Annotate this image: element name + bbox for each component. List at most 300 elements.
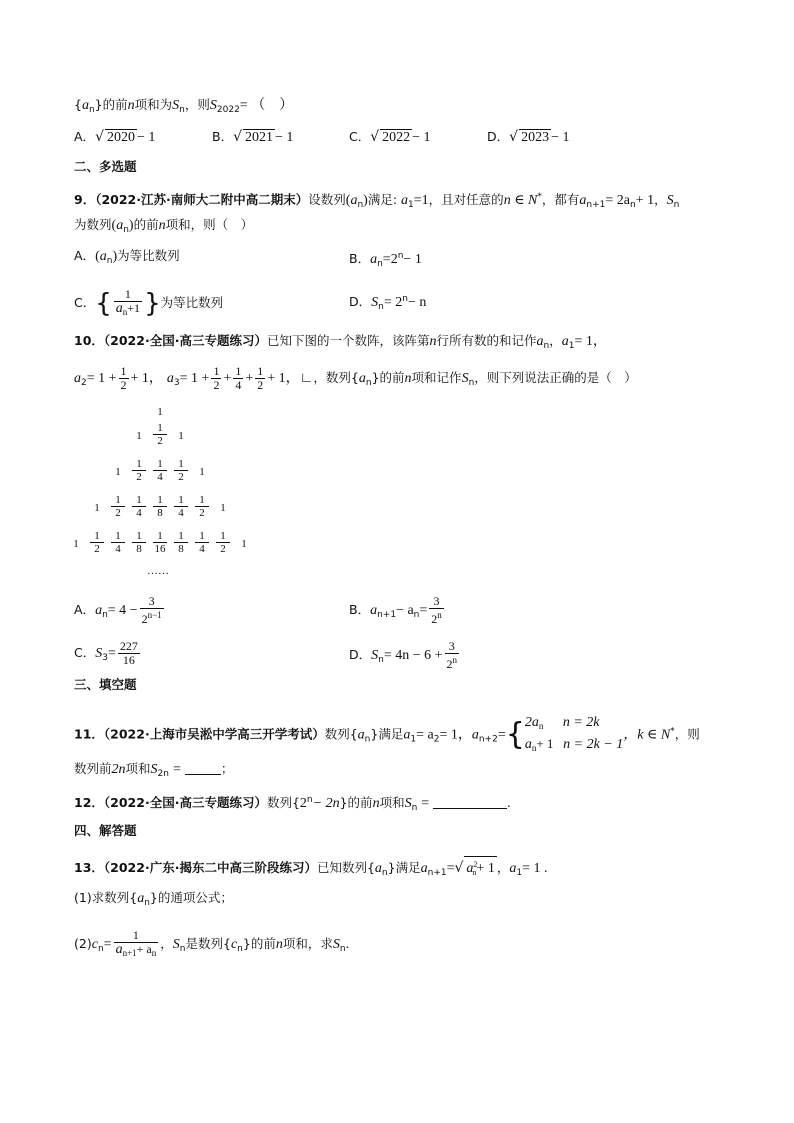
math-sub: n <box>88 105 95 115</box>
right-brace: } <box>149 890 158 905</box>
math-var: a <box>561 334 569 349</box>
sqrt-icon: √ <box>454 860 464 876</box>
math-sub: n <box>411 803 418 813</box>
left-paren: ( <box>111 218 117 233</box>
math-var: a <box>509 861 517 876</box>
triangle-fraction: 1 2 <box>174 458 188 483</box>
denominator: 2 <box>213 378 220 392</box>
math-text: = <box>107 646 116 661</box>
sqrt-icon: √ <box>509 129 519 145</box>
right-brace: } <box>242 936 251 951</box>
fraction <box>140 595 164 626</box>
math-sup: n <box>402 294 408 304</box>
triangle-fraction: 1 4 <box>195 530 209 555</box>
math-sub: n <box>179 105 185 115</box>
math-var: a <box>471 727 479 743</box>
radicand: 2020 <box>106 130 135 145</box>
denominator: 4 <box>235 378 242 392</box>
numerator: 1 <box>120 364 127 378</box>
math-sub: n <box>377 259 383 269</box>
math-var: n <box>127 98 135 113</box>
math-sub: n <box>102 610 108 620</box>
math-var: a <box>420 861 428 876</box>
denominator: 16 <box>118 653 140 667</box>
question-source: （2022·上海市吴淞中学高三开学考试） <box>103 726 325 742</box>
answer-blank[interactable] <box>185 762 221 775</box>
math-var: c <box>230 937 238 952</box>
math-var: a <box>370 603 378 618</box>
sqrt-icon: √ <box>95 129 104 145</box>
triangle-one: 1 <box>157 406 163 418</box>
triangle-fraction: 1 4 <box>153 458 167 483</box>
fraction <box>119 365 129 392</box>
fraction <box>255 365 265 392</box>
option-label: D． <box>349 294 372 309</box>
math-text: + 1 <box>476 861 495 876</box>
question-number: 10． <box>74 333 104 348</box>
math-sup: n−1 <box>147 610 162 620</box>
left-brace: { <box>366 860 375 875</box>
left-brace: { <box>129 890 138 905</box>
math-var: a <box>81 98 89 113</box>
math-var: a <box>374 861 382 876</box>
option-label: D． <box>349 647 372 662</box>
right-brace: } <box>371 370 380 385</box>
piecewise-cases: $2a_n$ n = 2k $a_n+ 1$ n = 2k − 1 <box>524 715 624 753</box>
option-label: B． <box>212 129 234 144</box>
math-var: S <box>461 371 469 386</box>
left-brace: { <box>95 288 112 319</box>
math-var: a <box>579 193 587 208</box>
math-text: = <box>103 937 112 952</box>
radicand: $a^2_n+ 1$ <box>464 856 496 880</box>
math-var: n <box>429 334 437 349</box>
text: 行所有数的和记作 <box>436 333 537 348</box>
math-text: = 4 − <box>107 603 138 618</box>
denominator: $a_n+1$ <box>115 301 141 317</box>
numerator: 227 <box>119 639 138 653</box>
text: 的前 <box>133 217 159 232</box>
math-text: − 1 <box>275 130 294 145</box>
math-var: a <box>95 603 103 618</box>
option-text: 为等比数列 <box>160 295 224 310</box>
math-sup: * <box>670 726 675 737</box>
math-text: +1 <box>127 301 141 315</box>
triangle-fraction: 1 2 <box>111 494 125 519</box>
math-sub: n <box>468 378 475 388</box>
text: = （ ） <box>239 98 294 113</box>
math-text: = 1， <box>439 727 472 743</box>
math-sub: n <box>364 734 371 745</box>
math-sub: 1 <box>568 341 575 351</box>
text: 项和 <box>379 795 405 810</box>
math-text: 2 <box>431 612 438 626</box>
denominator: 2 <box>257 378 264 392</box>
triangle-one: 1 <box>178 430 184 442</box>
math-var: S <box>209 98 217 113</box>
math-text: = <box>172 762 181 777</box>
plus-sign: + <box>223 371 232 386</box>
math-text: = a <box>416 727 434 743</box>
denominator: $a_{n+1}+ a_n$ <box>115 942 157 958</box>
math-text: 2 <box>141 612 148 626</box>
q9-option-b[interactable] <box>349 248 422 272</box>
math-var: a <box>74 371 81 386</box>
triangle-one: 1 <box>199 466 205 478</box>
math-var: a <box>358 371 366 386</box>
radicand: 2021 <box>245 130 273 145</box>
math-var: S <box>332 937 340 952</box>
case-value: 2a <box>524 715 539 730</box>
option-label: C． <box>349 129 371 144</box>
plus-sign: + <box>245 371 254 386</box>
math-sub: 1 <box>408 200 414 210</box>
q10-option-a[interactable] <box>74 595 166 626</box>
math-var: n ∈ N <box>503 193 538 208</box>
math-text: + 1 <box>536 736 554 751</box>
right-brace: } <box>339 795 348 810</box>
math-text: = 1， <box>574 334 607 349</box>
fraction <box>445 640 460 671</box>
math-sub: n <box>365 378 372 388</box>
triangle-fraction: 1 2 <box>195 494 209 519</box>
math-var: a <box>350 193 358 208</box>
part-label: (1) <box>74 890 92 905</box>
math-sub: 2 <box>81 378 87 388</box>
text: ，数列 <box>313 370 351 385</box>
case-condition: n = 2k <box>562 715 600 730</box>
section-heading-free-response: 四、解答题 <box>74 823 137 838</box>
math-sub: n <box>144 898 150 908</box>
math-var: n <box>372 796 380 811</box>
math-text: 2 <box>299 796 307 811</box>
q9-option-a[interactable] <box>74 248 180 269</box>
text: ，则 <box>674 726 700 742</box>
q11-stem-line1 <box>74 713 700 757</box>
fraction <box>118 640 140 667</box>
left-brace: { <box>74 97 82 112</box>
math-text: = 1 + <box>179 371 210 386</box>
math-var: a <box>466 861 474 876</box>
question-source: （2022·全国·高三专题练习） <box>103 795 267 810</box>
math-var: S <box>371 295 379 310</box>
math-sub: 1 <box>410 734 417 745</box>
triangle-one: 1 <box>220 502 226 514</box>
math-sub: n <box>413 610 420 620</box>
q9-option-d[interactable] <box>349 291 426 315</box>
math-sub: n <box>378 302 384 312</box>
math-sub: n <box>381 868 388 878</box>
q8-option-b[interactable] <box>212 129 293 146</box>
question-source: （2022·全国·高三专题练习） <box>103 333 267 348</box>
math-sub: n <box>97 944 104 954</box>
text: 数列前 <box>74 761 112 776</box>
fraction <box>233 365 243 392</box>
text: 数列 <box>266 795 292 810</box>
math-sub: 2 <box>433 734 440 745</box>
left-brace: { <box>350 370 359 385</box>
right-paren: ) <box>363 193 368 208</box>
radicand: 2023 <box>521 130 550 145</box>
question-number: 11． <box>74 726 104 742</box>
math-text: + a <box>136 942 152 956</box>
math-sub: n <box>123 225 129 235</box>
q10-stem-line1 <box>74 333 607 354</box>
denominator: 2$^n$ <box>446 655 458 671</box>
q9-stem-line1 <box>74 189 679 213</box>
numerator: 1 <box>124 287 131 301</box>
text: ， <box>160 936 173 951</box>
q10-option-d[interactable] <box>349 640 461 671</box>
fraction <box>429 595 444 626</box>
math-var: n <box>275 937 283 952</box>
question-number: 13． <box>74 860 104 875</box>
text: 的前 <box>250 936 276 951</box>
fraction <box>114 929 159 960</box>
math-sub: n+1 <box>427 868 447 878</box>
math-text: − 1 <box>412 130 431 145</box>
math-var: a <box>115 942 123 957</box>
text: ，则下列说法正确的是（ ） <box>474 370 637 385</box>
triangle-dots: …… <box>147 565 169 577</box>
math-sub: n+1 <box>586 200 606 210</box>
math-sub: n <box>357 200 364 210</box>
math-var: a <box>116 218 124 233</box>
math-text: = 4n − 6 + <box>383 648 443 663</box>
right-brace: } <box>144 288 161 319</box>
triangle-fraction: 1 2 <box>90 530 104 555</box>
ellipsis-glyph: ∟ <box>299 371 314 386</box>
question-source: （2022·江苏·南师大二附中高二期末） <box>95 192 309 207</box>
math-sub: 2022 <box>216 105 240 115</box>
math-sub: n <box>179 944 186 954</box>
triangle-one: 1 <box>73 538 79 550</box>
right-brace: } <box>370 726 379 742</box>
math-var: S <box>150 762 158 777</box>
numerator: 3 <box>433 594 440 608</box>
triangle-fraction: 1 4 <box>132 494 146 519</box>
math-var: a <box>166 371 174 386</box>
case-value: a <box>524 737 532 752</box>
right-paren: ) <box>128 218 134 233</box>
text: 设数列 <box>308 192 346 207</box>
numerator: 1 <box>213 364 220 378</box>
question-number: 9． <box>74 192 96 207</box>
triangle-one: 1 <box>241 538 247 550</box>
text: 满足 <box>395 860 421 875</box>
text: 求数列 <box>91 890 130 905</box>
q9-option-c[interactable] <box>74 288 223 319</box>
denominator: 2 <box>120 378 127 392</box>
piecewise-brace: { <box>505 717 525 752</box>
triangle-fraction: 1 4 <box>111 530 125 555</box>
text: ； <box>220 761 234 776</box>
triangle-fraction: 1 8 <box>153 494 167 519</box>
math-text: = 2a <box>605 193 630 208</box>
q13-part1 <box>74 890 233 911</box>
right-brace: } <box>94 97 103 112</box>
option-label: B． <box>349 251 371 266</box>
q10-option-b[interactable] <box>349 595 446 626</box>
numerator: 3 <box>148 594 155 608</box>
left-paren: ( <box>345 193 351 208</box>
sqrt-icon: √ <box>370 129 380 145</box>
radicand: 2022 <box>382 130 411 145</box>
math-var: − 2n <box>312 796 340 811</box>
math-var: n <box>404 371 412 386</box>
right-paren: ) <box>112 249 118 264</box>
math-text: − n <box>407 295 427 310</box>
text: 为数列 <box>74 217 112 232</box>
math-text: = <box>497 727 506 743</box>
math-sub: n <box>106 256 113 266</box>
q8-option-d[interactable] <box>487 129 569 146</box>
math-var: S <box>371 648 379 663</box>
denominator: 2$^n$ <box>431 610 442 626</box>
math-text: = <box>446 861 455 876</box>
numerator: 1 <box>235 364 242 378</box>
text: 是数列 <box>185 936 223 951</box>
math-var: c <box>91 937 98 952</box>
math-text: − 1 <box>403 252 422 267</box>
math-text: = 2 <box>383 295 403 310</box>
math-sub: 3 <box>102 653 108 663</box>
text: 项和 <box>125 761 151 776</box>
text: 数列 <box>324 726 350 742</box>
question-number: 12． <box>74 795 104 810</box>
q8-option-c[interactable] <box>349 129 431 146</box>
math-var: S <box>95 646 103 661</box>
q10-stem-line2 <box>74 365 637 392</box>
text: ，都有 <box>541 192 580 207</box>
triangle-fraction: 1 2 <box>132 458 146 483</box>
option-label: A． <box>74 129 96 144</box>
case-condition: n = 2k − 1 <box>563 737 624 752</box>
math-var: S <box>172 98 180 113</box>
math-sub: 1 <box>516 868 523 878</box>
math-text: = 1 . <box>522 861 548 876</box>
math-text: = <box>421 796 430 811</box>
triangle-fraction: 1 16 <box>154 530 166 555</box>
math-text: = 1 + <box>86 371 117 386</box>
text: ， <box>549 333 562 348</box>
option-label: A． <box>74 248 96 263</box>
option-text: 为等比数列 <box>117 248 180 263</box>
left-brace: { <box>222 936 231 951</box>
text: 的通项公式； <box>157 890 233 905</box>
math-sub: n+1 <box>377 610 397 620</box>
math-var: a <box>115 301 123 316</box>
section-heading-multi-choice: 二、多选题 <box>74 159 137 174</box>
math-sub: 2n <box>157 769 169 779</box>
triangle-one: 1 <box>136 430 142 442</box>
answer-blank[interactable] <box>433 796 507 809</box>
fraction <box>211 365 221 392</box>
option-label: B． <box>349 602 371 617</box>
math-sub: n <box>378 655 384 665</box>
text: . <box>507 796 511 811</box>
triangle-fraction: 1 2 <box>153 422 167 447</box>
math-var: a <box>401 193 409 208</box>
math-var: S <box>404 796 412 811</box>
text: 已知数列 <box>316 860 367 875</box>
q10-option-c[interactable] <box>74 640 142 667</box>
math-var: a <box>137 891 145 906</box>
triangle-one: 1 <box>94 502 100 514</box>
fraction <box>114 288 142 319</box>
text: . <box>345 937 350 952</box>
math-var: a <box>536 334 544 349</box>
math-var: n <box>158 218 166 233</box>
triangle-fraction: 1 8 <box>132 530 146 555</box>
left-brace: { <box>291 795 300 810</box>
math-var: a <box>99 249 107 264</box>
q11-stem-line2 <box>74 761 233 782</box>
q8-option-a[interactable] <box>74 129 155 146</box>
text: 的前 <box>379 370 405 385</box>
question-source: （2022·广东·揭东二中高三阶段练习） <box>103 860 317 875</box>
section-heading-fill-blank: 三、填空题 <box>74 677 137 692</box>
math-text: − 1 <box>551 130 570 145</box>
q9-stem-line2 <box>74 217 253 238</box>
math-text: + 1 <box>635 193 655 208</box>
math-var: S <box>172 937 180 952</box>
option-label: A． <box>74 602 96 617</box>
math-var: 2n <box>111 762 126 777</box>
text: 项和为 <box>134 97 173 112</box>
math-var: S <box>666 193 674 208</box>
math-text: 2 <box>446 657 453 671</box>
text: ， <box>496 860 510 875</box>
text: 项和，求 <box>282 936 333 951</box>
number-triangle <box>60 400 280 580</box>
math-sub: n <box>543 341 550 351</box>
math-sub: n <box>339 944 346 954</box>
math-sub: n <box>237 944 243 954</box>
left-brace: { <box>349 726 358 742</box>
math-sup: n <box>306 795 313 805</box>
math-text: = <box>419 603 428 618</box>
option-label: D． <box>487 129 510 144</box>
text: ，且对任意的 <box>428 192 504 207</box>
q13-stem <box>74 856 547 881</box>
q13-part2 <box>74 929 349 960</box>
sqrt-icon: √ <box>233 129 242 145</box>
math-sup: * <box>537 192 542 202</box>
math-sub: n+2 <box>478 734 498 745</box>
text: ，则 <box>184 97 210 112</box>
left-paren: ( <box>95 249 100 264</box>
text: 满足 <box>378 726 404 742</box>
math-sup: n <box>397 251 404 261</box>
math-var: a <box>370 252 378 267</box>
math-text: + 1， <box>130 371 163 386</box>
math-text: =2 <box>382 252 398 267</box>
math-text: − 1 <box>136 130 156 145</box>
numerator: 1 <box>132 928 139 942</box>
math-var: a <box>357 727 365 743</box>
numerator: 3 <box>448 639 455 653</box>
triangle-one: 1 <box>115 466 121 478</box>
text: 已知下图的一个数阵，该阵第 <box>266 333 430 348</box>
math-var: ，k ∈ N <box>623 727 671 743</box>
text: 满足: <box>367 192 398 207</box>
numerator: 1 <box>257 364 264 378</box>
math-var: a <box>403 727 411 743</box>
math-sub: 3 <box>173 378 180 388</box>
math-text: + 1， <box>267 371 300 386</box>
triangle-fraction: 1 4 <box>174 494 188 519</box>
